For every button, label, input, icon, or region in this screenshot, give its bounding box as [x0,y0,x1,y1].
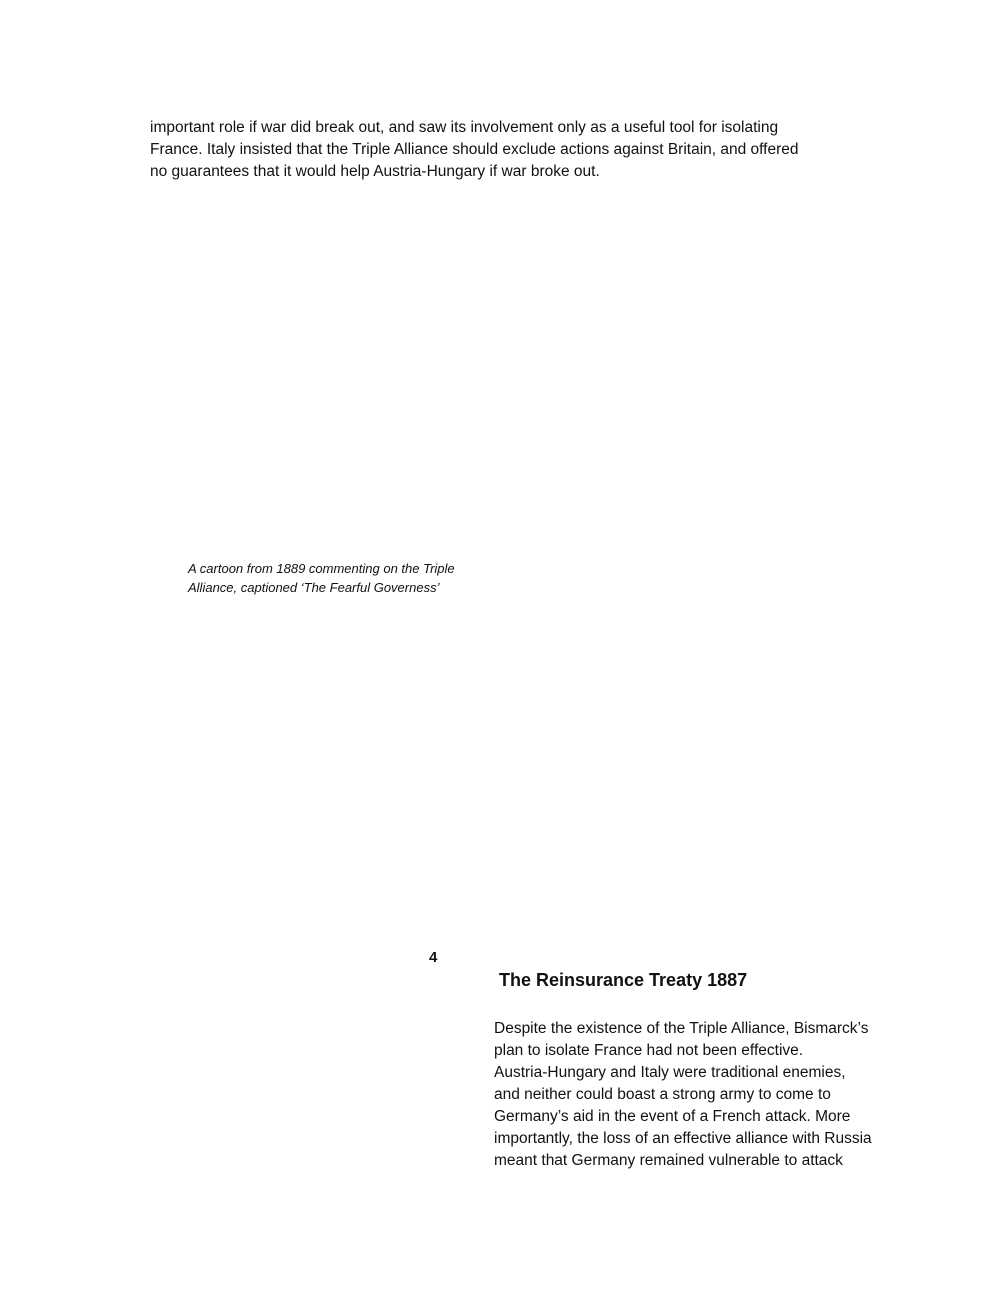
body-line: and neither could boast a strong army to come to [494,1086,831,1103]
intro-line: France. Italy insisted that the Triple Alliance should exclude actions against Britain, and offered [150,141,799,158]
intro-line: important role if war did break out, and saw its involvement only as a useful tool for isolating [150,119,779,136]
body-line: meant that Germany remained vulnerable to attack [494,1152,843,1169]
caption-line: A cartoon from 1889 commenting on the Triple [188,561,455,576]
section-number: 4 [429,949,438,966]
body-line: plan to isolate France had not been effective. [494,1042,804,1059]
body-line: Despite the existence of the Triple Alliance, Bismarck’s [494,1020,869,1037]
body-line: importantly, the loss of an effective alliance with Russia [494,1130,872,1147]
section-heading: The Reinsurance Treaty 1887 [499,970,748,990]
intro-line: no guarantees that it would help Austria-Hungary if war broke out. [150,163,600,180]
section-body-paragraph [494,1018,904,1172]
body-line: Austria-Hungary and Italy were traditional enemies, [494,1064,846,1081]
intro-paragraph [150,117,850,183]
caption-line: Alliance, captioned ‘The Fearful Governess’ [188,580,440,595]
body-line: Germany’s aid in the event of a French attack. More [494,1108,851,1125]
figure-caption [188,559,508,597]
